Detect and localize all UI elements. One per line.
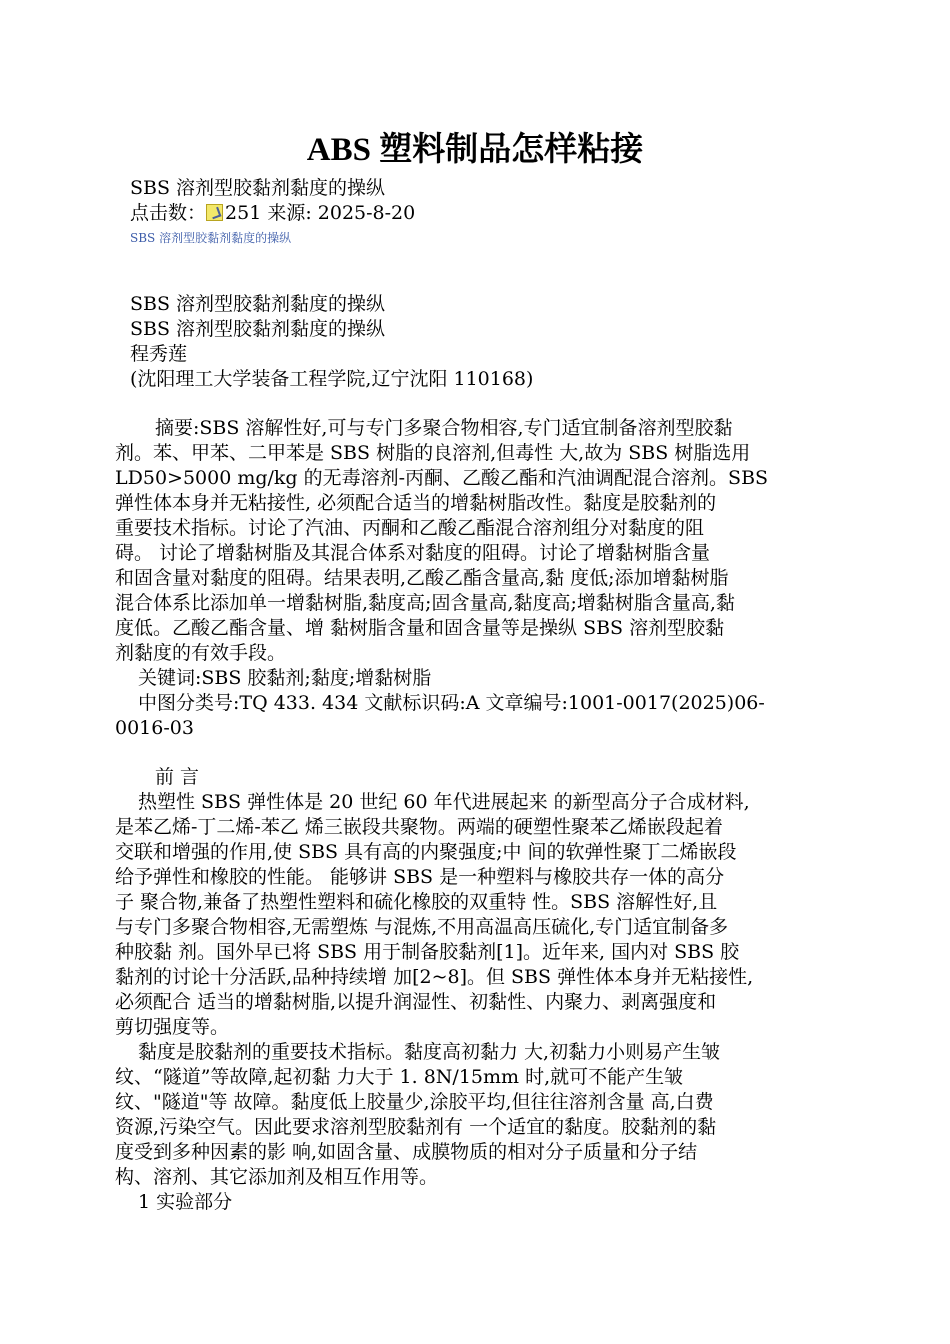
paragraph-line: 纹、“隧道”等故障,起初黏 力大于 1. 8N/15mm 时,就可不能产生皱 <box>115 1066 684 1088</box>
clicks-label: 点击数： <box>130 202 207 224</box>
abstract-line: 弹性体本身并无粘接性, 必须配合适当的增黏树脂改性。黏度是胶黏剂的 <box>115 492 717 514</box>
clicks-value: 251 <box>225 202 262 224</box>
preface-line: 剪切强度等。 <box>115 1016 230 1038</box>
document-subtitle: SBS 溶剂型胶黏剂黏度的操纵 <box>130 177 386 199</box>
classification-line: 中图分类号:TQ 433. 434 文献标识码:A 文章编号:1001-0017(2025)06- <box>138 692 765 714</box>
preface-line: 交联和增强的作用,使 SBS 具有高的内聚强度;中 间的软弹性聚丁二烯嵌段 <box>115 841 737 863</box>
publish-date: 2025-8-20 <box>317 202 416 224</box>
abstract-line: 剂黏度的有效手段。 <box>115 642 287 664</box>
abstract-line: LD50>5000 mg/kg 的无毒溶剂-丙酮、乙酸乙酯和汽油调配混合溶剂。SBS <box>115 467 769 489</box>
preface-line: 与专门多聚合物相容,无需塑炼 与混炼,不用高温高压硫化,专门适宜制备多 <box>115 916 729 938</box>
preface-line: 必须配合 适当的增黏树脂,以提升润湿性、初黏性、内聚力、剥离强度和 <box>115 991 717 1013</box>
preface-line: 黏剂的讨论十分活跃,品种持续增 加[2~8]。但 SBS 弹性体本身并无粘接性, <box>115 966 754 988</box>
preface-heading: 前 言 <box>155 766 200 788</box>
abstract-line: 碍。 讨论了增黏树脂及其混合体系对黏度的阻碍。讨论了增黏树脂含量 <box>115 542 711 564</box>
counter-icon <box>206 204 223 221</box>
keywords: 关键词:SBS 胶黏剂;黏度;增黏树脂 <box>138 667 432 689</box>
preface-line: 种胶黏 剂。国外早已将 SBS 用于制备胶黏剂[1]。近年来, 国内对 SBS 胶 <box>115 941 740 963</box>
preface-line: 是苯乙烯-丁二烯-苯乙 烯三嵌段共聚物。两端的硬塑性聚苯乙烯嵌段起着 <box>115 816 723 838</box>
paragraph-line: 资源,污染空气。因此要求溶剂型胶黏剂有 一个适宜的黏度。胶黏剂的黏 <box>115 1116 717 1138</box>
author-name: 程秀莲 <box>130 343 188 365</box>
article-link[interactable]: SBS 溶剂型胶黏剂黏度的操纵 <box>130 231 292 245</box>
author-affiliation: (沈阳理工大学装备工程学院,辽宁沈阳 110168) <box>130 368 534 390</box>
abstract-line: 度低。乙酸乙酯含量、增 黏树脂含量和固含量等是操纵 SBS 溶剂型胶黏 <box>115 617 725 639</box>
abstract-line: 摘要:SBS 溶解性好,可与专门多聚合物相容,专门适宜制备溶剂型胶黏 <box>155 417 733 439</box>
header-line: SBS 溶剂型胶黏剂黏度的操纵 <box>130 293 386 315</box>
abstract-line: 剂。苯、甲苯、二甲苯是 SBS 树脂的良溶剂,但毒性 大,故为 SBS 树脂选用 <box>115 442 751 464</box>
abstract-line: 和固含量对黏度的阻碍。结果表明,乙酸乙酯含量高,黏 度低;添加增黏树脂 <box>115 567 729 589</box>
header-line: SBS 溶剂型胶黏剂黏度的操纵 <box>130 318 386 340</box>
preface-line: 子 聚合物,兼备了热塑性塑料和硫化橡胶的双重特 性。SBS 溶解性好,且 <box>115 891 718 913</box>
section-heading: 1 实验部分 <box>138 1191 233 1213</box>
paragraph-line: 构、溶剂、其它添加剂及相互作用等。 <box>115 1166 439 1188</box>
paragraph-line: 度受到多种因素的影 响,如固含量、成膜物质的相对分子质量和分子结 <box>115 1141 698 1163</box>
paragraph-line: 纹、"隧道"等 故障。黏度低上胶量少,涂胶平均,但往往溶剂含量 高,白费 <box>115 1091 714 1113</box>
preface-line: 给予弹性和橡胶的性能。 能够讲 SBS 是一种塑料与橡胶共存一体的高分 <box>115 866 725 888</box>
classification-line: 0016-03 <box>115 717 194 739</box>
meta-line <box>130 201 415 225</box>
abstract-line: 混合体系比添加单一增黏树脂,黏度高;固含量高,黏度高;增黏树脂含量高,黏 <box>115 592 735 614</box>
abstract-line: 重要技术指标。讨论了汽油、丙酮和乙酸乙酯混合溶剂组分对黏度的阻 <box>115 517 705 539</box>
document-title: ABS 塑料制品怎样粘接 <box>306 132 644 168</box>
source-label: 来源: <box>261 202 318 224</box>
paragraph-line: 黏度是胶黏剂的重要技术指标。黏度高初黏力 大,初黏力小则易产生皱 <box>138 1041 721 1063</box>
preface-line: 热塑性 SBS 弹性体是 20 世纪 60 年代进展起来 的新型高分子合成材料, <box>138 791 750 813</box>
